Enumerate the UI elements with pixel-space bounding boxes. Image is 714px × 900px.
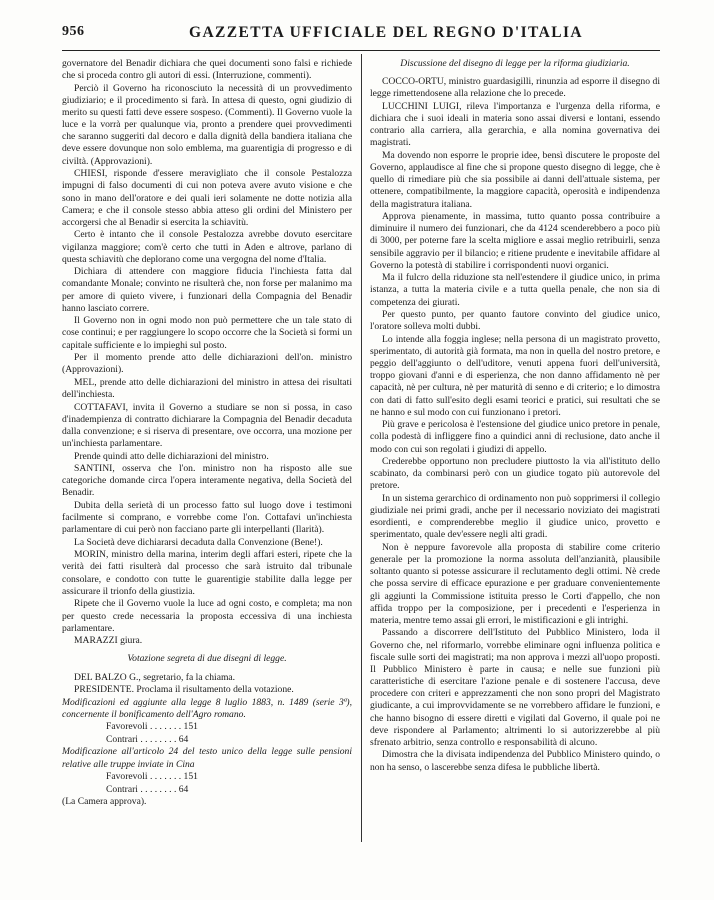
paragraph: Approva pienamente, in massima, tutto quanto possa contribuire a diminuire il numero dei funzionari, che da 4124 scenderebbero a poco più di 3000, per poterne fare la scelta migliore e assai meglio retribuirli, senza sensibile aggravio per il bilancio; e ritiene prudente e inevitabile affidare al Governo la potestà di stabilire i corrispondenti nuovi organici.: [370, 211, 660, 271]
paragraph: Dichiara di attendere con maggiore fiducia l'inchiesta fatta dal comandante Monale; convinto ne risulterà che, non forse per malanimo ma per amore di quieto vivere, i funzionari della Compagnia del Benadir hanno lasciato correre.: [62, 266, 352, 314]
paragraph: COCCO-ORTU, ministro guardasigilli, rinunzia ad esporre il disegno di legge rimettendosene alla relazione che lo precede.: [370, 76, 660, 100]
paragraph: Il Governo non in ogni modo non può permettere che un tale stato di cose continui; e per raggiungere lo scopo occorre che la Società si formi un capitale sufficiente e lo impieghi sul posto.: [62, 315, 352, 351]
paragraph: SANTINI, osserva che l'on. ministro non ha risposto alle sue categoriche domande circa l'opera interamente negativa, della Società del Benadir.: [62, 463, 352, 499]
paragraph: MEL, prende atto delle dichiarazioni del ministro in attesa dei risultati dell'inchiesta.: [62, 376, 352, 400]
vote-favorevoli: Favorevoli . . . . . . . 151: [106, 771, 198, 783]
vote-favorevoli: Favorevoli . . . . . . . 151: [106, 721, 198, 733]
journal-title: GAZZETTA UFFICIALE DEL REGNO D'ITALIA: [188, 24, 584, 41]
section-heading: Discussione del disegno di legge per la riforma giudiziaria.: [400, 58, 630, 69]
bill-title: Modificazioni ed aggiunte alla legge 8 luglio 1883, n. 1489 (serie 3ª), concernente il bonificamento dell'Agro romano.: [62, 696, 352, 720]
paragraph: Ma dovendo non esporre le proprie idee, bensì discutere le proposte del Governo, applaudisce al fine che si propone questo disegno di legge, che è quello di rimediare più che sia possibile ai danni dell'attuale sistema, per ottenere, compatibilmente, la maggiore capacità, operosità e indipendenza della magistratura italiana.: [370, 149, 660, 210]
paragraph: CHIESI, risponde d'essere meravigliato che il console Pestalozza impugni di falso documenti di cui non poteva avere avuto visione e che sono in mano dell'oratore e dei quali ieri solamente ne dotte notizia alla Camera; e che il console stesso abbia atteso gli ordini del Ministero per accorgersi che al Benadir si esercita la schiavitù.: [62, 168, 352, 228]
page-number: 956: [62, 24, 85, 39]
paragraph: Dubita della serietà di un processo fatto sul luogo dove i testimoni facilmente si comprano, e vorrebbe come l'on. Cottafavi un'inchiesta parlamentare di cui però non facciano parte gli interpellanti (Ilarità).: [62, 499, 352, 536]
paragraph: Ma il fulcro della riduzione sta nell'estendere il giudice unico, in prima istanza, a tutta la materia civile e a tutta quella penale, che non sia di competenza dei giurati.: [370, 272, 660, 308]
paragraph: Certo è intanto che il console Pestalozza avrebbe dovuto esercitare vigilanza maggiore; com'è certo che tutti in Aden e altrove, parlano di questa schiavitù che deplorano come una vergogna del nome d'Italia.: [62, 229, 352, 265]
paragraph: Prende quindi atto delle dichiarazioni del ministro.: [74, 450, 269, 462]
votes-heading: Votazione segreta di due disegni di legge.: [127, 653, 287, 665]
paragraph: LUCCHINI LUIGI, rileva l'importanza e l'urgenza della riforma, e dichiara che i suoi ideali in materia sono assai diversi e lontani, essendo contrario alla carriera, alla gerarchia, e alla nomina governativa dei magistrati.: [370, 100, 660, 149]
paragraph: Lo intende alla foggia inglese; nella persona di un magistrato provetto, sperimentato, di autorità già formata, ma non in quella del nostro pretore, e peggio dell'aggiunto o dell'uditore, venuti appena fuori dell'università, troppo giovani d'anni e di esperienza, che non danno affidamento nè per capacità, nè per cultura, nè per maturità di senno e di criterio; e lo dimostra con dati di fatto sull'esito degli esami teorici e pratici, sui resultati che se ne hanno e sul modo con cui funzionano i pretori.: [370, 333, 660, 418]
paragraph: Perciò il Governo ha riconosciuto la necessità di un provvedimento giudiziario; e il procedimento si farà. In attesa di questo, ogni giudizio di merito su questi fatti deve essere sospeso. (Commenti). Il Governo vuole la luce e la vorrà per qualunque via, pronto a prendere quei provvedimenti che saranno suggeriti dal decoro e dalla dignità della bandiera italiana che deve essere dovunque non solo emblema, ma guarentigia di progresso e di civiltà. (Approvazioni).: [62, 82, 352, 167]
paragraph: Non è neppure favorevole alla proposta di stabilire come criterio generale per la promozione la norma assoluta dell'anzianità, plausibile soltanto quanto si potesse assicurare il reclutamento degli ottimi. Nè crede che possa servire di efficace epurazione e per graduare convenientemente gli aggiunti la Commissione istituita presso le Corti d'appello, che non affida troppo per la composizione, per i precedenti e l'esperienza in materia, mentre temo assai gli errori, le mistificazioni e gli intrighi.: [370, 542, 660, 626]
paragraph: MORIN, ministro della marina, interim degli affari esteri, ripete che la verità dei fatti risulterà dal processo che sarà istruito dal tribunale consolare, e condotto con tutte le guarentigie stabilite dalla legge per assicurare il trionfo della giustizia.: [62, 549, 352, 597]
paragraph: MARAZZI giura.: [74, 635, 143, 647]
paragraph: Per questo punto, per quanto fautore convinto del giudice unico, l'oratore solleva molti dubbi.: [370, 309, 660, 333]
paragraph: Più grave e pericolosa è l'estensione del giudice unico pretore in penale, colla podestà di infliggere fino a quindici anni di reclusione, dato anche il modo con cui son regolati i giudizi di appello.: [370, 419, 660, 455]
paragraph: governatore del Benadir dichiara che quei documenti sono falsi e richiede che si proceda contro gli autori di essi. (Interruzione, commenti).: [62, 58, 352, 82]
paragraph: Per il momento prende atto delle dichiarazioni dell'on. ministro (Approvazioni).: [62, 352, 352, 376]
vote-contrari: Contrari . . . . . . . . 64: [106, 783, 189, 795]
paragraph: Crederebbe opportuno non precludere piuttosto la via all'istituto dello scabinato, da combinarsi però con un giudice togato più autorevole del pretore.: [370, 456, 660, 492]
paragraph: PRESIDENTE. Proclama il risultamento della votazione.: [74, 684, 294, 696]
vote-contrari: Contrari . . . . . . . . 64: [106, 733, 189, 745]
left-column: [62, 58, 352, 809]
paragraph: Dimostra che la divisata indipendenza del Pubblico Ministero quindo, o non ha senso, o lascerebbe senza difesa le pubbliche libertà.: [370, 749, 660, 773]
paragraph: Passando a discorrere dell'Istituto del Pubblico Ministero, loda il Governo che, nel riformarlo, vorrebbe eliminare ogni influenza politica e fiscale sulle sorti dei magistrati; ma non approva i mezzi all'uopo proposti. Il Pubblico Ministero è parte in causa; e nelle sue funzioni più caratteristiche di esercitare l'azione penale e di sostenere l'accusa, deve procedere con criteri e apprezzamenti che non sono propri del Magistrato giudicante, a cui improvvidamente se ne vorrebbero affidare le funzioni, e che hanno bisogno di essere diretti e vigilati dal Governo, il quale poi ne deve rispondere al Parlamento; altrimenti lo si autorizzerebbe al più sfrenato arbitrio, senza controllo e responsabilità di alcuno.: [370, 627, 660, 748]
paragraph: DEL BALZO G., segretario, fa la chiama.: [74, 671, 236, 683]
paragraph: Ripete che il Governo vuole la luce ad ogni costo, e completa; ma non per questo crede necessaria la proposta eccessiva di una inchiesta parlamentare.: [62, 598, 352, 634]
closing-note: (La Camera approva).: [62, 796, 147, 808]
paragraph: La Società deve dichiararsi decaduta dalla Convenzione (Bene!).: [74, 536, 323, 548]
header-rule: [62, 50, 660, 51]
paragraph: In un sistema gerarchico di ordinamento non può sopprimersi il collegio giudiziale nei primi gradi, anche per il necessario noviziato dei magistrati esordienti, e comprenderebbe meglio il giudice unico, provetto e sperimentato, quale dev'essere negli alti gradi.: [370, 492, 660, 541]
page-header: [62, 22, 660, 48]
column-divider: [361, 54, 362, 842]
bill-title: Modificazione all'articolo 24 del testo unico della legge sulle pensioni relative alle truppe inviate in Cina: [62, 746, 352, 770]
paragraph: COTTAFAVI, invita il Governo a studiare se non si possa, in caso d'inadempienza di contratto dichiarare la Compagnia del Benadir decaduta dalla convenzione; e si riserva di presentare, ove occorra, una mozione per un'inchiesta parlamentare.: [62, 401, 352, 449]
right-column: [370, 58, 660, 774]
